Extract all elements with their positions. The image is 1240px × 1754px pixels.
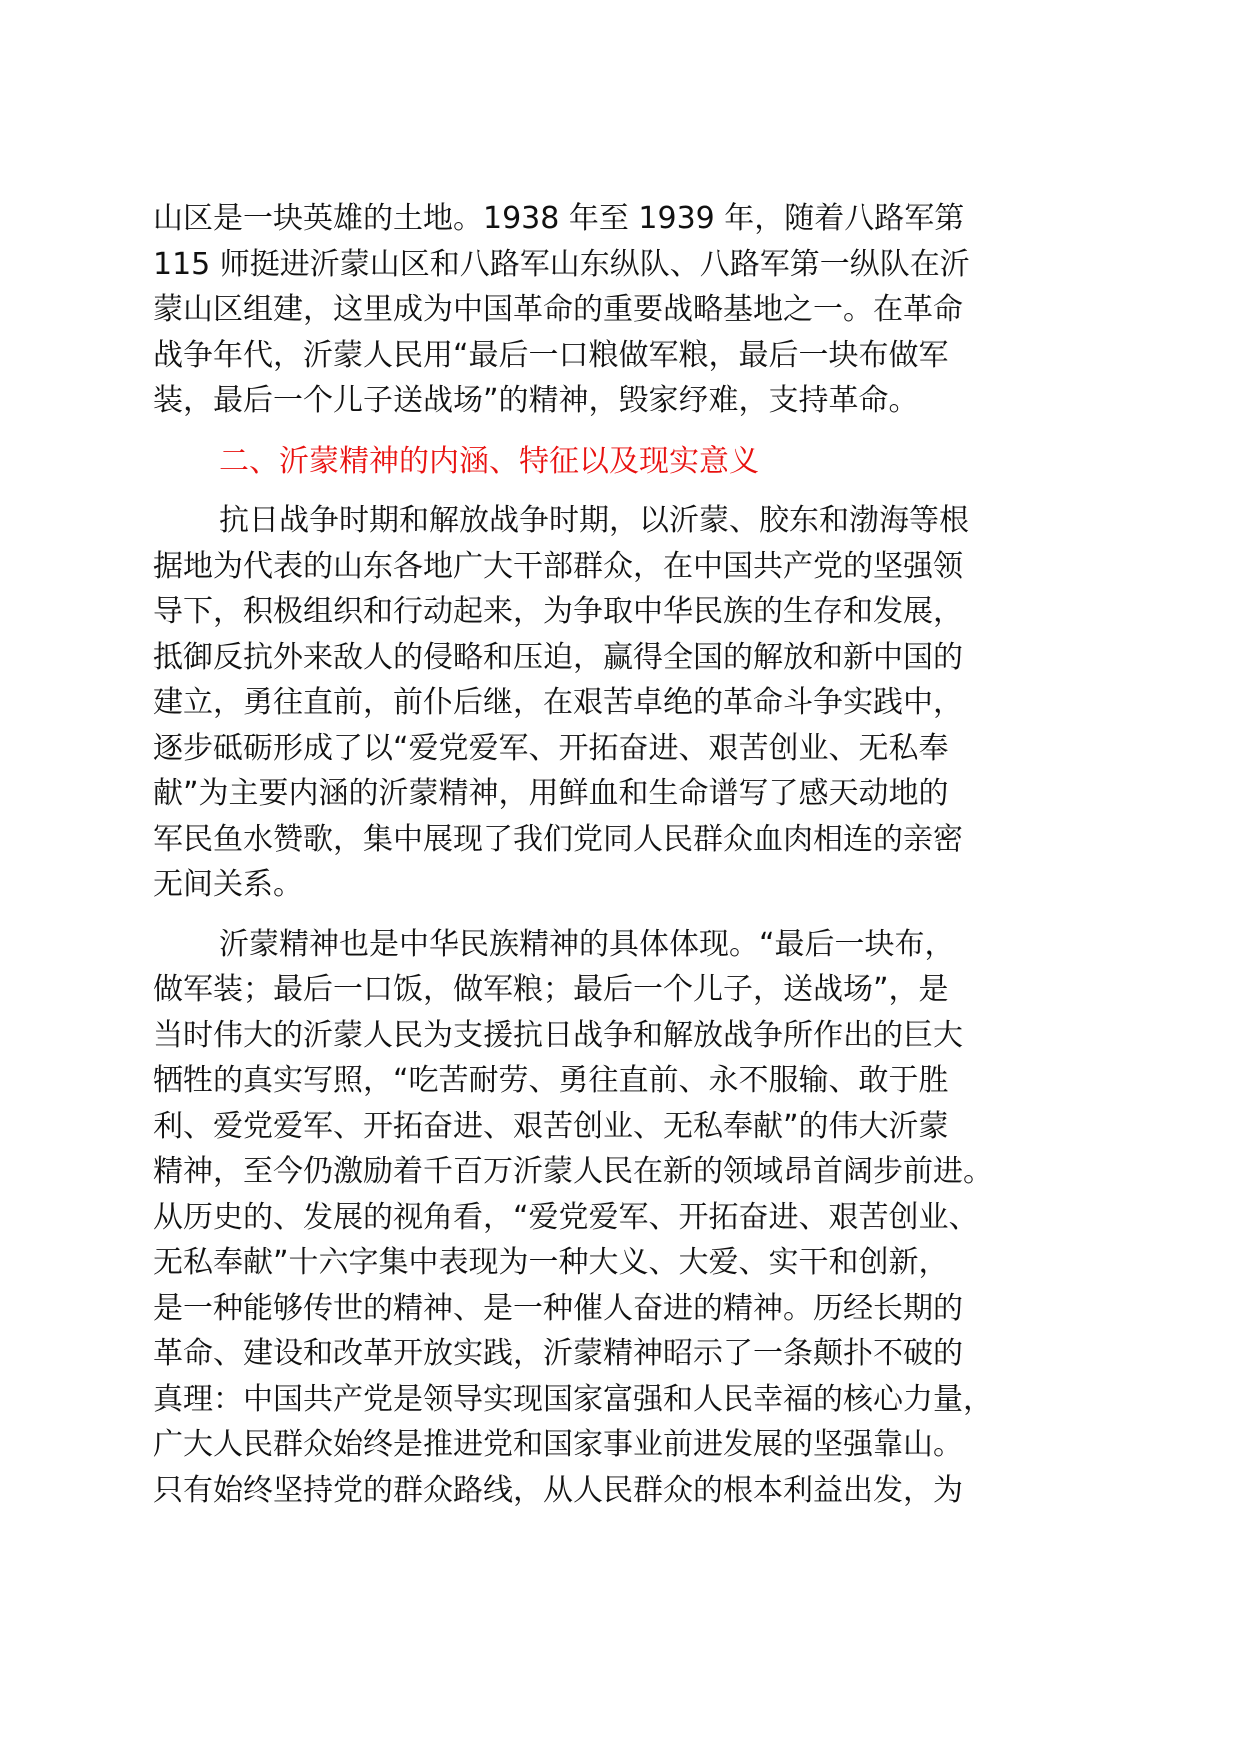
text-line: 导下，积极组织和行动起来，为争取中华民族的生存和发展， — [153, 594, 963, 629]
text-line: 建立，勇往直前，前仆后继，在艰苦卓绝的革命斗争实践中， — [153, 685, 963, 720]
paragraph-intro-spirit — [153, 498, 1088, 908]
text-line: 抗日战争时期和解放战争时期，以沂蒙、胶东和渤海等根 — [219, 503, 969, 538]
text-line: 蒙山区组建，这里成为中国革命的重要战略基地之一。在革命 — [153, 292, 963, 327]
text-line: 无间关系。 — [153, 867, 303, 902]
text-line: 军民鱼水赞歌，集中展现了我们党同人民群众血肉相连的亲密 — [153, 821, 963, 857]
document-body — [153, 196, 1088, 1513]
text-line: 利、爱党爱军、开拓奋进、艰苦创业、无私奉献”的伟大沂蒙 — [153, 1108, 949, 1144]
text-line: 装，最后一个儿子送战场”的精神，毁家纾难，支持革命。 — [153, 383, 919, 418]
spacer — [153, 484, 1088, 498]
paragraph-continued — [153, 196, 1088, 424]
text-line: 广大人民群众始终是推进党和国家事业前进发展的坚强靠山。 — [153, 1427, 963, 1462]
text-line: 献”为主要内涵的沂蒙精神，用鲜血和生命谱写了感天动地的 — [153, 776, 949, 811]
text-line: 沂蒙精神也是中华民族精神的具体体现。“最后一块布， — [219, 926, 955, 962]
text-line: 革命、建设和改革开放实践，沂蒙精神昭示了一条颠扑不破的 — [153, 1336, 963, 1371]
text-line: 做军装；最后一口饭，做军粮；最后一个儿子，送战场”，是 — [153, 972, 949, 1007]
text-line: 真理：中国共产党是领导实现国家富强和人民幸福的核心力量， — [153, 1381, 993, 1417]
text-line: 从历史的、发展的视角看，“爱党爱军、开拓奋进、艰苦创业、 — [153, 1199, 979, 1235]
spacer — [153, 424, 1088, 438]
text-line: 战争年代，沂蒙人民用“最后一口粮做军粮，最后一块布做军 — [153, 337, 949, 373]
text-line: 只有始终坚持党的群众路线，从人民群众的根本利益出发，为 — [153, 1472, 963, 1508]
text-line: 牺牲的真实写照，“吃苦耐劳、勇往直前、永不服输、敢于胜 — [153, 1063, 949, 1098]
text-line: 逐步砥砺形成了以“爱党爱军、开拓奋进、艰苦创业、无私奉 — [153, 730, 949, 766]
paragraph-national-spirit — [153, 922, 1088, 1514]
text-line: 山区是一块英雄的土地。1938 年至 1939 年，随着八路军第 — [153, 201, 965, 236]
text-line: 精神，至今仍激励着千百万沂蒙人民在新的领域昂首阔步前进。 — [153, 1154, 993, 1189]
text-line: 抵御反抗外来敌人的侵略和压迫，赢得全国的解放和新中国的 — [153, 639, 963, 675]
text-line: 无私奉献”十六字集中表现为一种大义、大爱、实干和创新， — [153, 1245, 949, 1280]
text-line: 据地为代表的山东各地广大干部群众，在中国共产党的坚强领 — [153, 548, 963, 584]
spacer — [153, 908, 1088, 922]
text-line: 是一种能够传世的精神、是一种催人奋进的精神。历经长期的 — [153, 1290, 963, 1326]
text-line: 当时伟大的沂蒙人民为支援抗日战争和解放战争所作出的巨大 — [153, 1017, 963, 1053]
text-line: 115 师挺进沂蒙山区和八路军山东纵队、八路军第一纵队在沂 — [153, 246, 970, 282]
section-heading: 二、沂蒙精神的内涵、特征以及现实意义 — [219, 443, 759, 479]
